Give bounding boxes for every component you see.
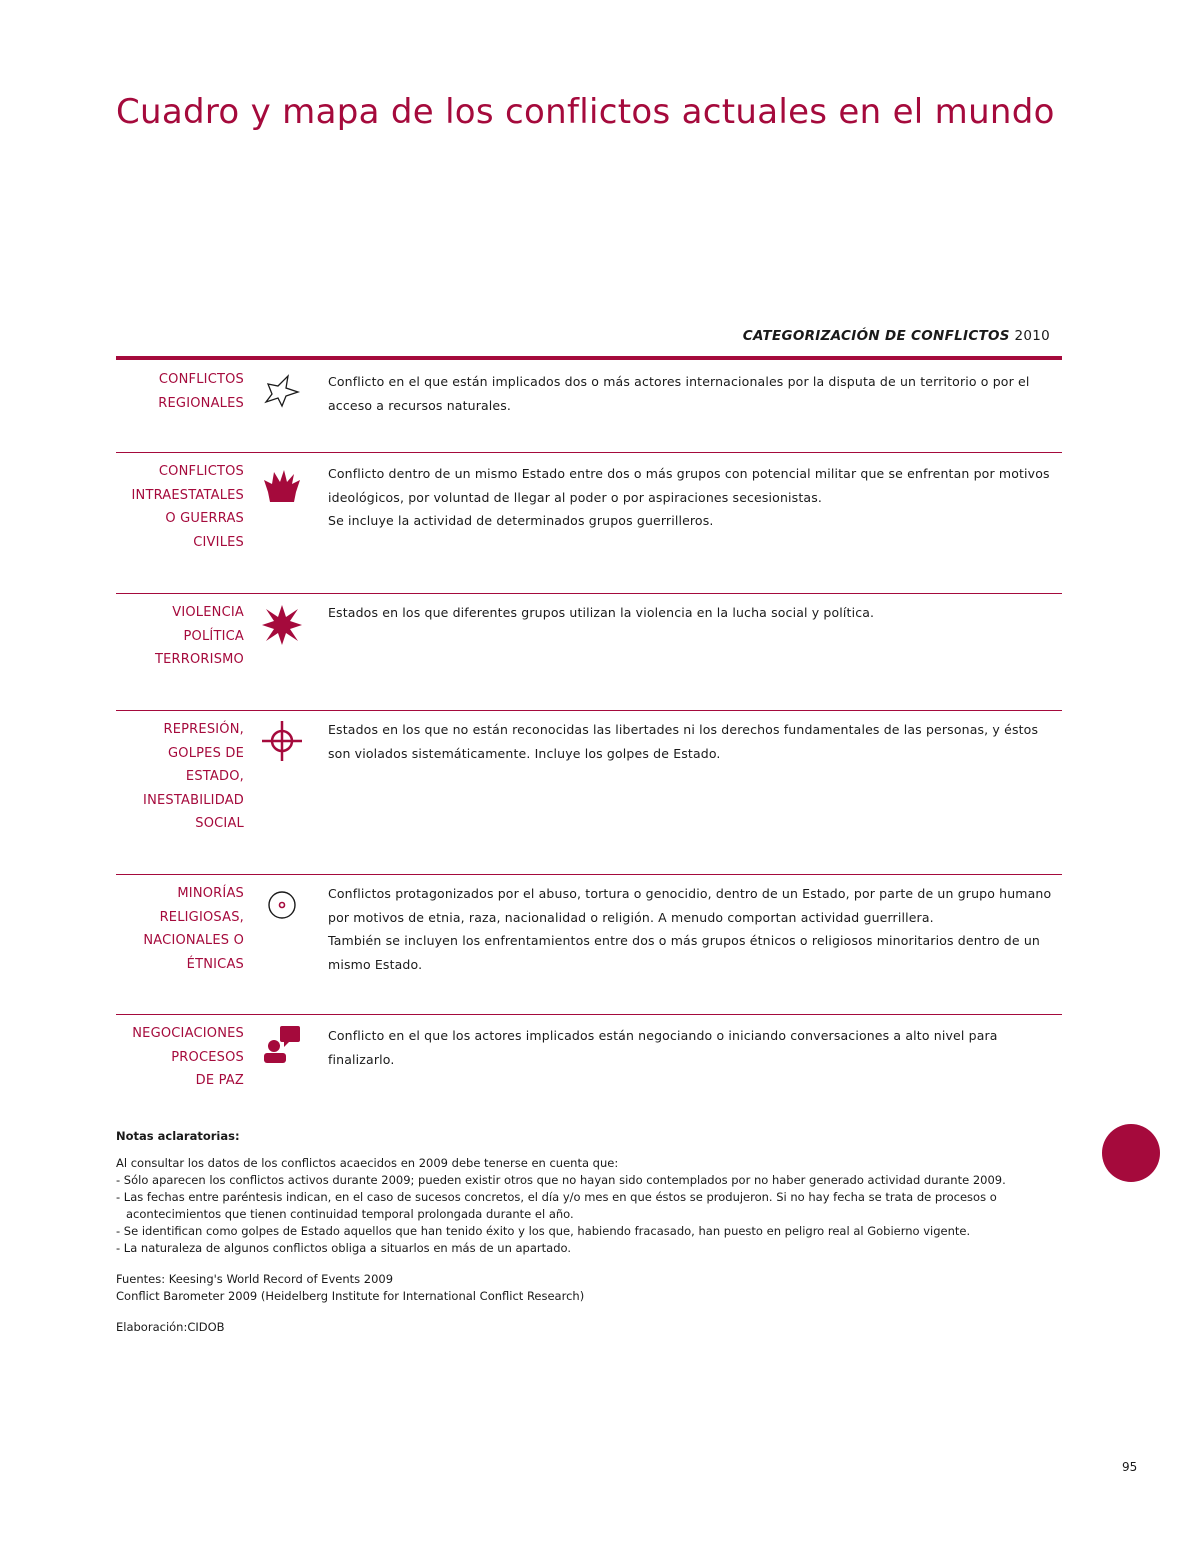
category-description: Estados en los que diferentes grupos utilizan la violencia en la lucha social y política.	[328, 605, 875, 620]
page-title: Cuadro y mapa de los conflictos actuales en el mundo	[116, 92, 1055, 132]
category-description: Conflicto en el que están implicados dos o más actores internacionales por la disputa de un territorio o por el acceso a recursos naturales.	[328, 374, 1030, 413]
sources: Fuentes: Keesing's World Record of Events 2009 Conflict Barometer 2009 (Heidelberg Institute for International Conflict Research)	[116, 1272, 585, 1303]
burst-icon	[260, 603, 304, 647]
decorative-circle	[1102, 1124, 1160, 1182]
category-label: CONFLICTOS INTRAESTATALES O GUERRAS CIVILES	[131, 464, 244, 550]
star-outline-icon	[260, 370, 304, 414]
notes-item: - Se identifican como golpes de Estado aquellos que han tenido éxito y los que, habiendo fracasado, han puesto en peligro real al Gobierno vigente.	[116, 1224, 971, 1238]
category-label: MINORÍAS RELIGIOSAS, NACIONALES O ÉTNICAS	[143, 886, 244, 972]
crosshair-icon	[260, 719, 304, 763]
table-header	[743, 328, 1050, 344]
category-description: Estados en los que no están reconocidas las libertades ni los derechos fundamentales de las personas, y éstos son violados sistemáticamente. Incluye los golpes de Estado.	[328, 722, 1039, 761]
notes-item: - Sólo aparecen los conflictos activos durante 2009; pueden existir otros que no hayan sido contemplados por no haber generado actividad durante 2009.	[116, 1173, 1006, 1187]
category-label: CONFLICTOS REGIONALES	[158, 372, 244, 411]
row-divider	[116, 1014, 1062, 1015]
row-divider	[116, 452, 1062, 453]
row-divider	[116, 874, 1062, 875]
speech-person-icon	[260, 1022, 304, 1066]
row-divider	[116, 710, 1062, 711]
notes-list	[116, 1172, 1072, 1257]
notes-item: - Las fechas entre paréntesis indican, en el caso de sucesos concretos, el día y/o mes en que éstos se produjeron. Si no hay fecha se trata de procesos o acontecimientos que tienen continuidad temporal prolongada durante el año.	[116, 1190, 997, 1221]
target-circle-icon	[260, 883, 304, 927]
table-header-label: CATEGORIZACIÓN DE CONFLICTOS	[742, 328, 1010, 344]
row-divider	[116, 593, 1062, 594]
notes-intro: Al consultar los datos de los conflictos acaecidos en 2009 debe tenerse en cuenta que:	[116, 1156, 619, 1170]
page-number: 95	[1122, 1460, 1138, 1474]
category-label: NEGOCIACIONES PROCESOS DE PAZ	[132, 1026, 244, 1088]
table-header-year: 2010	[1014, 328, 1050, 344]
category-label: REPRESIÓN, GOLPES DE ESTADO, INESTABILIDAD SOCIAL	[143, 722, 244, 831]
category-description: Conflicto en el que los actores implicados están negociando o iniciando conversaciones a alto nivel para finalizarlo.	[328, 1028, 998, 1067]
category-description: Conflictos protagonizados por el abuso, tortura o genocidio, dentro de un Estado, por parte de un grupo humano por motivos de etnia, raza, nacionalidad o religión. A menudo comportan actividad guerrillera. También se incluyen los enfrentamientos entre dos o más grupos étnicos o religiosos minoritarios dentro de un mismo Estado.	[328, 886, 1052, 972]
category-description: Conflicto dentro de un mismo Estado entre dos o más grupos con potencial militar que se enfrentan por motivos ideológicos, por voluntad de llegar al poder o por aspiraciones secesionistas. Se incluye la actividad de determinados grupos guerrilleros.	[328, 466, 1050, 528]
notes-title: Notas aclaratorias:	[116, 1129, 240, 1143]
header-divider	[116, 356, 1062, 360]
explanatory-notes	[116, 1128, 1072, 1336]
category-label: VIOLENCIA POLÍTICA TERRORISMO	[154, 605, 244, 667]
elaboration-credit: Elaboración:CIDOB	[116, 1320, 225, 1334]
notes-item: - La naturaleza de algunos conflictos obliga a situarlos en más de un apartado.	[116, 1241, 571, 1255]
explosion-icon	[260, 462, 304, 506]
